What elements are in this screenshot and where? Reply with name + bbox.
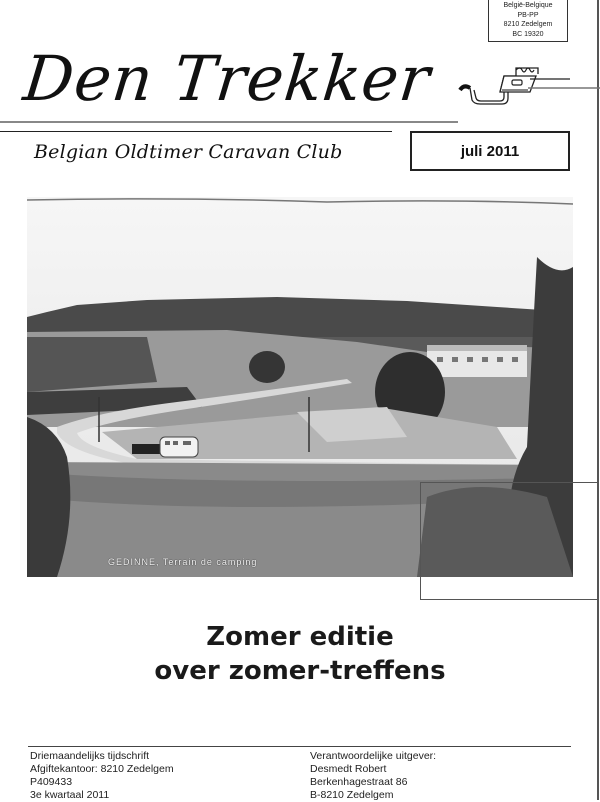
publisher-info-line: B-8210 Zedelgem (310, 789, 394, 801)
publication-info-line: Driemaandelijks tijdschrift (30, 750, 150, 762)
issue-date-box (410, 131, 570, 171)
overlay-frame (420, 482, 598, 600)
postal-line: BC 19320 (512, 30, 544, 38)
publication-info (30, 750, 174, 802)
issue-date: juli 2011 (460, 142, 520, 160)
title-underline-black (0, 131, 392, 132)
car-with-caravan-hitch-icon (458, 62, 600, 112)
publication-info-line: Afgiftekantoor: 8210 Zedelgem (30, 763, 174, 775)
publisher-info-line: Desmedt Robert (310, 763, 387, 775)
club-name-subtitle: Belgian Oldtimer Caravan Club (34, 141, 343, 163)
postal-line: België-Belgique (503, 2, 553, 9)
publisher-info-line: Berkenhagestraat 86 (310, 776, 408, 788)
headline-line-1: Zomer editie (206, 622, 394, 652)
publication-info-line: 3e kwartaal 2011 (30, 789, 110, 801)
photo-caption: GEDINNE, Terrain de camping (108, 557, 258, 567)
title-underline-grey (0, 121, 458, 123)
postal-line: 8210 Zedelgem (503, 21, 553, 28)
cover-headline (0, 620, 600, 688)
publication-info-line: P409433 (30, 776, 73, 788)
publisher-info-line: Verantwoordelijke uitgever: (310, 750, 437, 762)
postal-indicia-box (488, 0, 568, 42)
postal-line: PB-PP (517, 11, 539, 19)
publisher-info (310, 750, 436, 802)
footer-divider (28, 746, 571, 747)
headline-line-2: over zomer-treffens (154, 656, 446, 686)
magazine-title: Den Trekker (20, 42, 435, 115)
